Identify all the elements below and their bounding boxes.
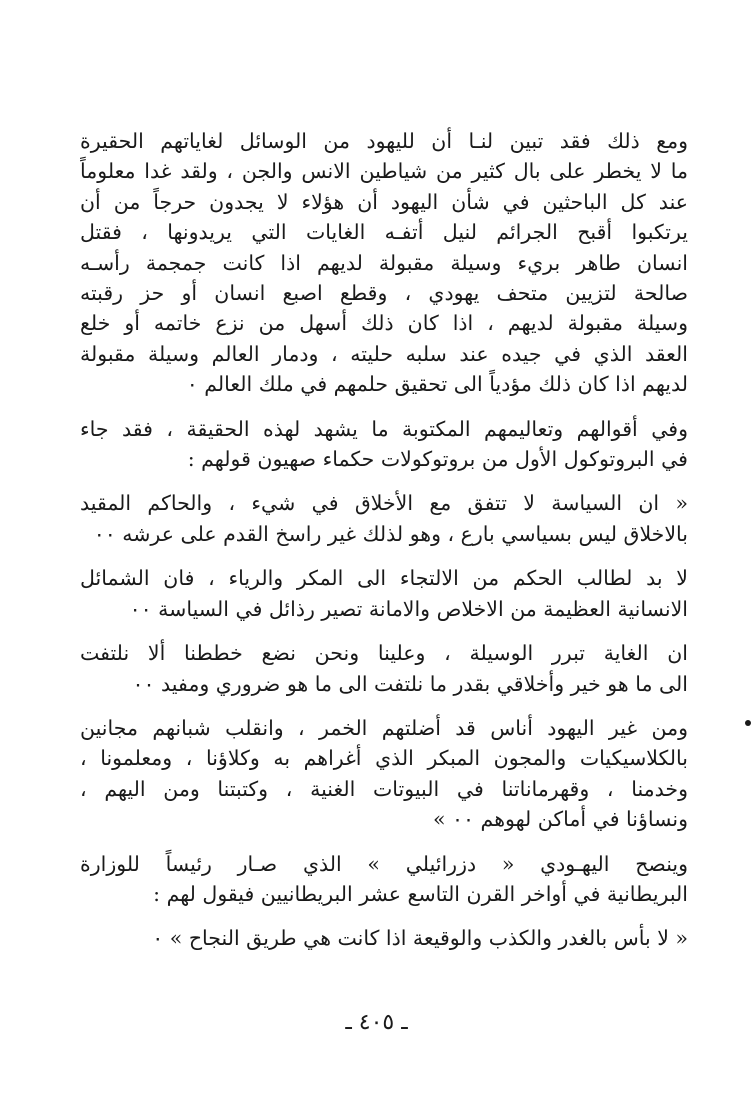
body-text: [80, 126, 688, 968]
paragraph-1: [80, 126, 688, 400]
text-line: ومع ذلك فقد تبين لنـا أن لليهود من الوسائل لغاياتهم الحقيرة: [80, 129, 688, 153]
quote-paragraph-3: [80, 638, 688, 699]
text-line: عند كل الباحثين في شأن اليهود أن هؤلاء لا يجدون حرجاً من أن: [80, 189, 688, 214]
text-line: البريطانية في أواخر القرن التاسع عشر البريطانيين فيقول لهم :: [153, 881, 688, 906]
paragraph-disraeli: [80, 849, 688, 910]
text-line: وفي أقوالهم وتعاليمهم المكتوبة ما يشهد لهذه الحقيقة ، فقد جاء: [80, 416, 688, 441]
quote-paragraph-1: [80, 488, 688, 549]
text-line: بالاخلاق ليس بسياسي بارع ، وهو لذلك غير راسخ القدم على عرشه ٠٠: [93, 521, 688, 546]
quote-paragraph-4: [80, 713, 688, 835]
text-line: يرتكبوا أقبح الجرائم لنيل أتفـه الغايات التي يريدونها ، فقتل: [80, 220, 688, 245]
text-line: الانسانية العظيمة من الاخلاص والامانة تصير رذائل في السياسة ٠٠: [129, 596, 688, 621]
text-line: في البروتوكول الأول من بروتوكولات حكماء صهيون قولهم :: [187, 447, 688, 472]
text-line: وخدمنا ، وقهرماناتنا في البيوتات الغنية ، وكتبتنا ومن اليهم ،: [80, 776, 688, 801]
quote-disraeli: [80, 923, 688, 953]
text-line: ما لا يخطر على بال كثير من شياطين الانس والجن ، ولقد غدا معلوماً: [80, 159, 688, 184]
text-line: ونساؤنا في أماكن لهوهم ٠٠ »: [432, 807, 688, 832]
text-line: لا بد لطالب الحكم من الالتجاء الى المكر والرياء ، فان الشمائل: [80, 566, 688, 591]
text-line: وسيلة مقبولة لديهم ، اذا كان ذلك أسهل من نزع خاتمه أو خلع: [80, 311, 688, 336]
text-line: ومن غير اليهود أناس قد أضلتهم الخمر ، وانقلب شبانهم مجانين: [80, 715, 688, 740]
text-line: صالحة لتزيين متحف يهودي ، وقطع اصبع انسان أو حز رقبته: [80, 281, 688, 306]
page-number: ـ ٤٠٥ ـ: [345, 1010, 408, 1035]
text-line: « لا بأس بالغدر والكذب والوقيعة اذا كانت هي طريق النجاح » ٠: [152, 926, 688, 951]
text-line: لديهم اذا كان ذلك مؤدياً الى تحقيق حلمهم في ملك العالم ٠: [186, 372, 688, 397]
text-line: بالكلاسيكيات والمجون المبكر الذي أغراهم به وكلاؤنا ، ومعلمونا ،: [80, 746, 688, 771]
quote-paragraph-2: [80, 563, 688, 624]
paragraph-2: [80, 414, 688, 475]
margin-dot: [745, 720, 751, 726]
text-line: انسان طاهر بريء وسيلة مقبولة لديهم اذا كانت جمجمة رأسـه: [80, 250, 688, 275]
text-line: ان الغاية تبرر الوسيلة ، وعلينا ونحن نضع خططنا ألا نلتفت: [80, 641, 688, 666]
text-line: وينصح اليهـودي « دزرائيلي » الذي صـار رئيساً للوزارة: [80, 851, 688, 876]
text-line: « ان السياسة لا تتفق مع الأخلاق في شيء ، والحاكم المقيد: [80, 491, 688, 516]
text-line: الى ما هو خير وأخلاقي بقدر ما نلتفت الى ما هو ضروري ومفيد ٠٠: [132, 671, 688, 696]
text-line: العقد الذي في جيده عند سلبه حليته ، ودمار العالم وسيلة مقبولة: [80, 341, 688, 366]
